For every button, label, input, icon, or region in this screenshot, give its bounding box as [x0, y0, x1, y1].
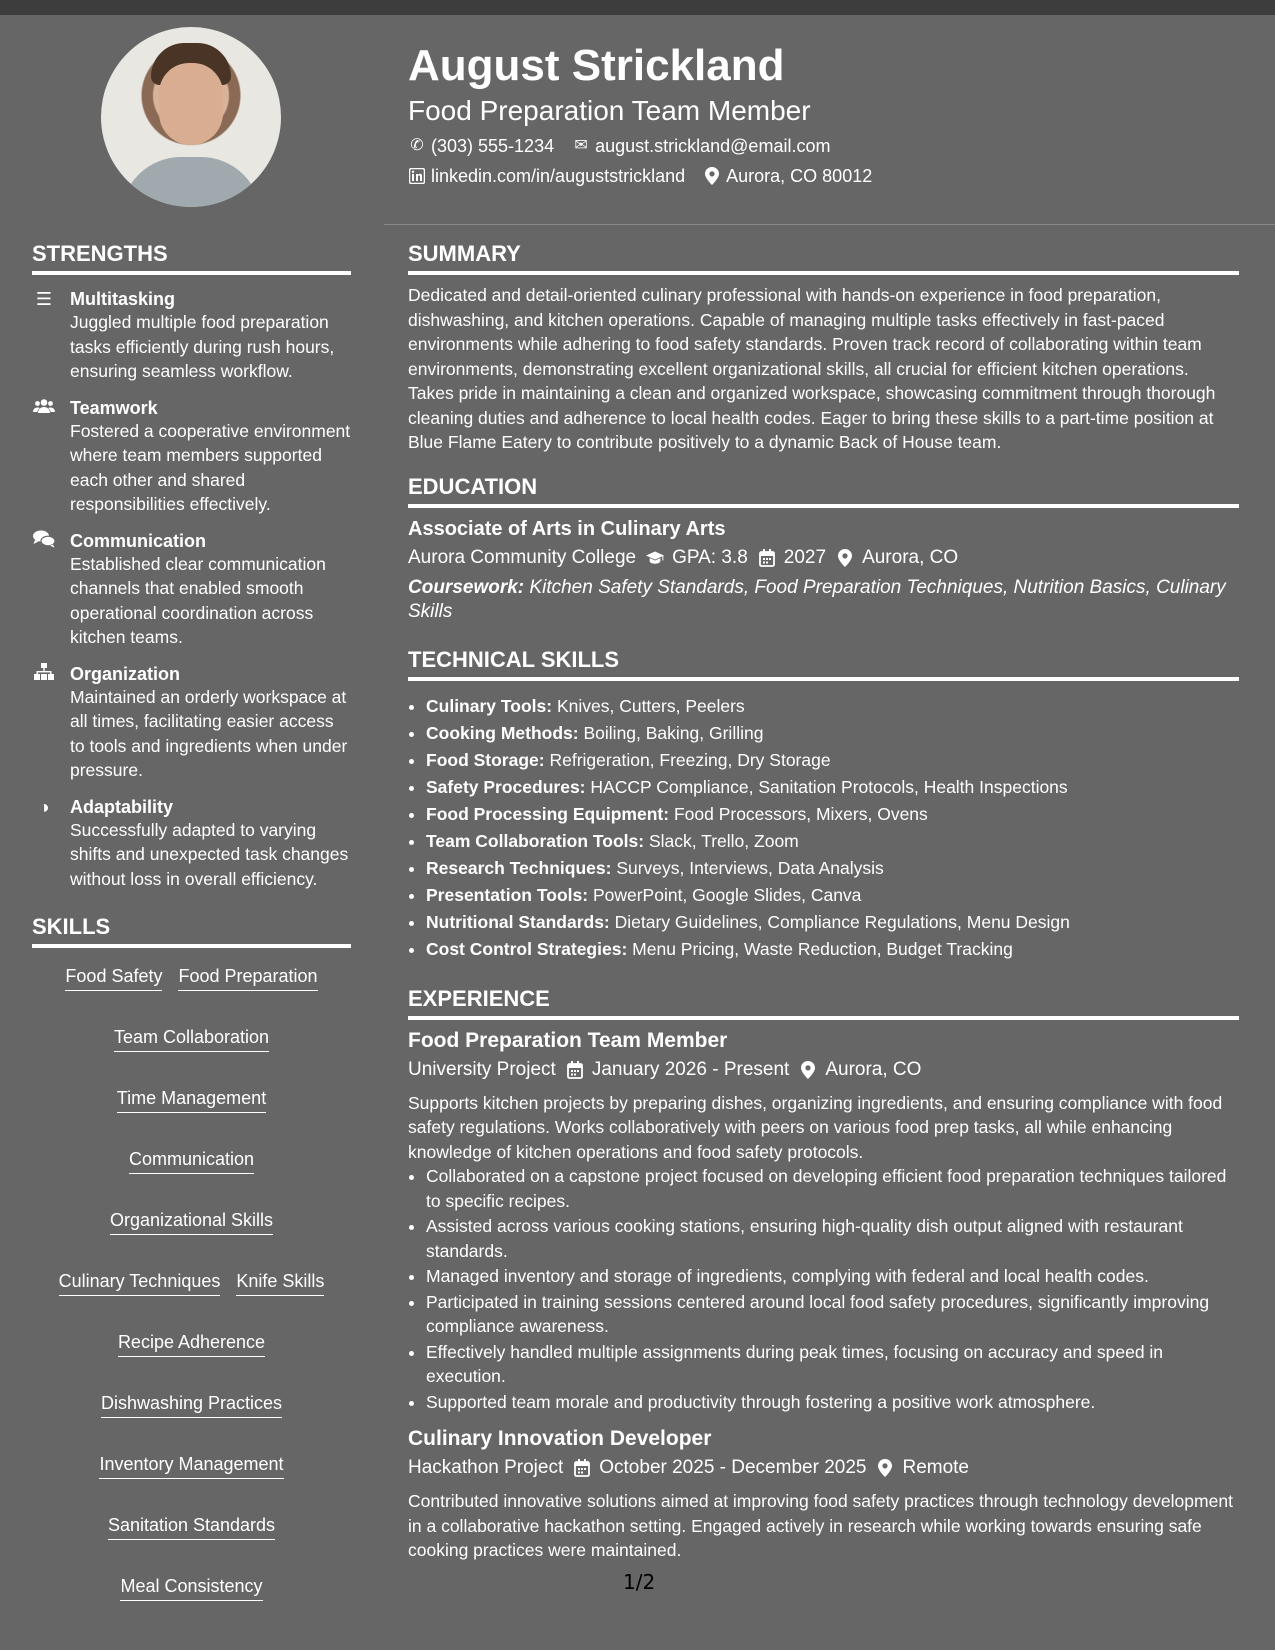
- job-dates: January 2026 - Present: [591, 1058, 790, 1080]
- skills-list: [32, 964, 351, 1601]
- strength-title: Multitasking: [70, 289, 176, 309]
- education-meta: [408, 545, 1239, 571]
- strength-item: [32, 288, 351, 384]
- skill-tag: Dishwashing Practices: [101, 1391, 282, 1418]
- gpa-value: GPA: 3.8: [672, 546, 748, 568]
- strength-desc: Successfully adapted to varying shifts and unexpected task changes without loss in overall efficiency.: [70, 819, 349, 889]
- phone-icon: ✆: [410, 137, 424, 154]
- map-pin-icon: [703, 167, 721, 185]
- list-item: • Team Collaboration Tools: Slack, Trello, Zoom: [426, 828, 1239, 855]
- list-item: • Effectively handled multiple assignments during peak times, focusing on accuracy and speed in execution.: [426, 1340, 1239, 1389]
- job-bullets: [408, 1164, 1239, 1414]
- education-heading: EDUCATION: [408, 473, 1239, 508]
- experience-heading: EXPERIENCE: [408, 985, 1239, 1020]
- job-entry: [408, 1028, 1239, 1415]
- contact-row-1: [408, 134, 872, 158]
- strength-title: Adaptability: [70, 796, 174, 817]
- strength-desc: Established clear communication channels that enabled smooth operational coordination across kitchen teams.: [70, 553, 326, 647]
- list-check-icon: ☰: [35, 289, 53, 309]
- strength-title: Organization: [70, 663, 181, 684]
- job-org: University Project: [408, 1058, 556, 1080]
- job-entry: [408, 1426, 1239, 1563]
- strength-desc: Maintained an orderly workspace at all times, facilitating easier access to tools and ingredients when under pressure.: [70, 686, 348, 780]
- coursework-label: Coursework:: [408, 576, 525, 598]
- list-item: • Managed inventory and storage of ingredients, complying with federal and local health codes.: [426, 1264, 1239, 1289]
- list-item: • Assisted across various cooking stations, ensuring high-quality dish output aligned with restaurant standards.: [426, 1214, 1239, 1263]
- skill-tag: Organizational Skills: [110, 1208, 273, 1235]
- skill-tag: Time Management: [117, 1086, 266, 1113]
- strength-title: Teamwork: [70, 397, 158, 418]
- list-item: • Participated in training sessions centered around local food safety procedures, significantly improving compliance awareness.: [426, 1290, 1239, 1339]
- list-item: • Culinary Tools: Knives, Cutters, Peelers: [426, 693, 1239, 720]
- right-column: [408, 240, 1239, 1563]
- skill-tag: Recipe Adherence: [118, 1330, 265, 1357]
- skill-tag: Communication: [129, 1147, 254, 1174]
- envelope-icon: ✉: [574, 137, 588, 154]
- list-item: • Food Storage: Refrigeration, Freezing, Dry Storage: [426, 747, 1239, 774]
- summary-text: Dedicated and detail-oriented culinary professional with hands-on experience in food preparation, dishwashing, and kitchen operations. Capable of managing multiple tasks effectively in fast-paced environments while adhering to food safety standards. Proven track record of collaborating within team environments, demonstrating excellent organizational skills, all crucial for efficient kitchen operations. Takes pride in maintaining a clean and organized workspace, showcasing commitment through thorough cleaning duties and adherence to local health codes. Eager to bring these skills to a part-time position at Blue Flame Eatery to contribute positively to a dynamic Back of House team.: [408, 285, 1216, 452]
- half-circle-icon: ◑: [38, 796, 50, 817]
- coursework: [408, 576, 1239, 624]
- left-column: [32, 240, 351, 1601]
- strengths-list: [32, 288, 351, 891]
- technical-skills-list: [408, 693, 1239, 963]
- list-item: • Collaborated on a capstone project focused on developing efficient food preparation techniques tailored to specific recipes.: [426, 1164, 1239, 1213]
- strength-item: [32, 397, 351, 517]
- strength-title: Communication: [70, 530, 207, 551]
- technical-skills-heading: TECHNICAL SKILLS: [408, 646, 1239, 681]
- graduation-cap-icon: [646, 549, 664, 567]
- job-meta: [408, 1057, 1239, 1083]
- page-number: 1/2: [623, 1570, 656, 1594]
- candidate-name: August Strickland: [408, 41, 785, 90]
- job-location: Remote: [902, 1457, 969, 1478]
- strength-item: [32, 663, 351, 783]
- email-address[interactable]: august.strickland@email.com: [595, 136, 831, 156]
- skill-tag: Sanitation Standards: [108, 1513, 275, 1540]
- job-title: Food Preparation Team Member: [408, 1028, 728, 1052]
- map-pin-icon: [836, 549, 854, 567]
- top-bar: [0, 0, 1275, 15]
- profile-photo: [101, 27, 281, 207]
- strengths-heading: STRENGTHS: [32, 240, 351, 275]
- linkedin-icon: [408, 167, 426, 185]
- summary-heading: SUMMARY: [408, 240, 1239, 275]
- job-description: Supports kitchen projects by preparing dishes, organizing ingredients, and ensuring compliance with food safety regulations. Works collaboratively with peers on various food prep tasks, all while enhancing knowledge of kitchen operations and food safety protocols.: [408, 1092, 1223, 1162]
- job-org: Hackathon Project: [408, 1457, 564, 1478]
- list-item: • Research Techniques: Surveys, Interviews, Data Analysis: [426, 855, 1239, 882]
- calendar-icon: [566, 1061, 584, 1079]
- linkedin-link[interactable]: linkedin.com/in/auguststrickland: [431, 166, 686, 186]
- resume-header: [408, 40, 872, 188]
- skill-tag: Meal Consistency: [120, 1574, 262, 1601]
- list-item: • Presentation Tools: PowerPoint, Google Slides, Canva: [426, 882, 1239, 909]
- graduation-year: 2027: [783, 546, 827, 568]
- job-description: Contributed innovative solutions aimed at improving food safety practices through technology development in a collaborative hackathon setting. Engaged actively in research while working towards ensuring safe cooking practices were maintained.: [408, 1491, 1233, 1560]
- phone-number[interactable]: (303) 555-1234: [431, 136, 555, 156]
- location-text: Aurora, CO 80012: [726, 166, 873, 186]
- school-location: Aurora, CO: [862, 546, 959, 568]
- job-location: Aurora, CO: [825, 1058, 922, 1080]
- sitemap-icon: [32, 663, 56, 783]
- header-divider: [384, 224, 1275, 225]
- job-dates: October 2025 - December 2025: [599, 1457, 867, 1478]
- calendar-icon: [573, 1459, 591, 1477]
- skill-tag: Knife Skills: [236, 1269, 324, 1296]
- strength-item: [32, 796, 351, 892]
- skill-tag: Inventory Management: [99, 1452, 283, 1479]
- calendar-icon: [758, 549, 776, 567]
- strength-item: [32, 530, 351, 650]
- skill-tag: Team Collaboration: [114, 1025, 269, 1052]
- school-name: Aurora Community College: [408, 546, 637, 568]
- candidate-title: Food Preparation Team Member: [408, 95, 811, 126]
- coursework-list: Kitchen Safety Standards, Food Preparation Techniques, Nutrition Basics, Culinary Skills: [408, 576, 1226, 622]
- users-icon: [32, 397, 56, 517]
- strength-desc: Fostered a cooperative environment where team members supported each other and shared responsibilities effectively.: [70, 420, 351, 514]
- skill-tag: Food Preparation: [178, 964, 317, 991]
- map-pin-icon: [876, 1459, 894, 1477]
- list-item: • Cooking Methods: Boiling, Baking, Grilling: [426, 720, 1239, 747]
- job-title: Culinary Innovation Developer: [408, 1427, 712, 1450]
- comments-icon: [32, 530, 56, 650]
- skill-tag: Food Safety: [65, 964, 162, 991]
- contact-row-2: [408, 164, 872, 188]
- map-pin-icon: [799, 1061, 817, 1079]
- degree-title: Associate of Arts in Culinary Arts: [408, 517, 726, 540]
- list-item: • Nutritional Standards: Dietary Guidelines, Compliance Regulations, Menu Design: [426, 909, 1239, 936]
- list-item: • Cost Control Strategies: Menu Pricing, Waste Reduction, Budget Tracking: [426, 936, 1239, 963]
- list-item: • Safety Procedures: HACCP Compliance, Sanitation Protocols, Health Inspections: [426, 774, 1239, 801]
- skills-heading: SKILLS: [32, 913, 351, 948]
- list-item: • Supported team morale and productivity through fostering a positive work atmosphere.: [426, 1390, 1239, 1415]
- job-meta: [408, 1455, 1239, 1481]
- skill-tag: Culinary Techniques: [59, 1269, 221, 1296]
- strength-desc: Juggled multiple food preparation tasks efficiently during rush hours, ensuring seamless workflow.: [70, 312, 335, 381]
- list-item: • Food Processing Equipment: Food Processors, Mixers, Ovens: [426, 801, 1239, 828]
